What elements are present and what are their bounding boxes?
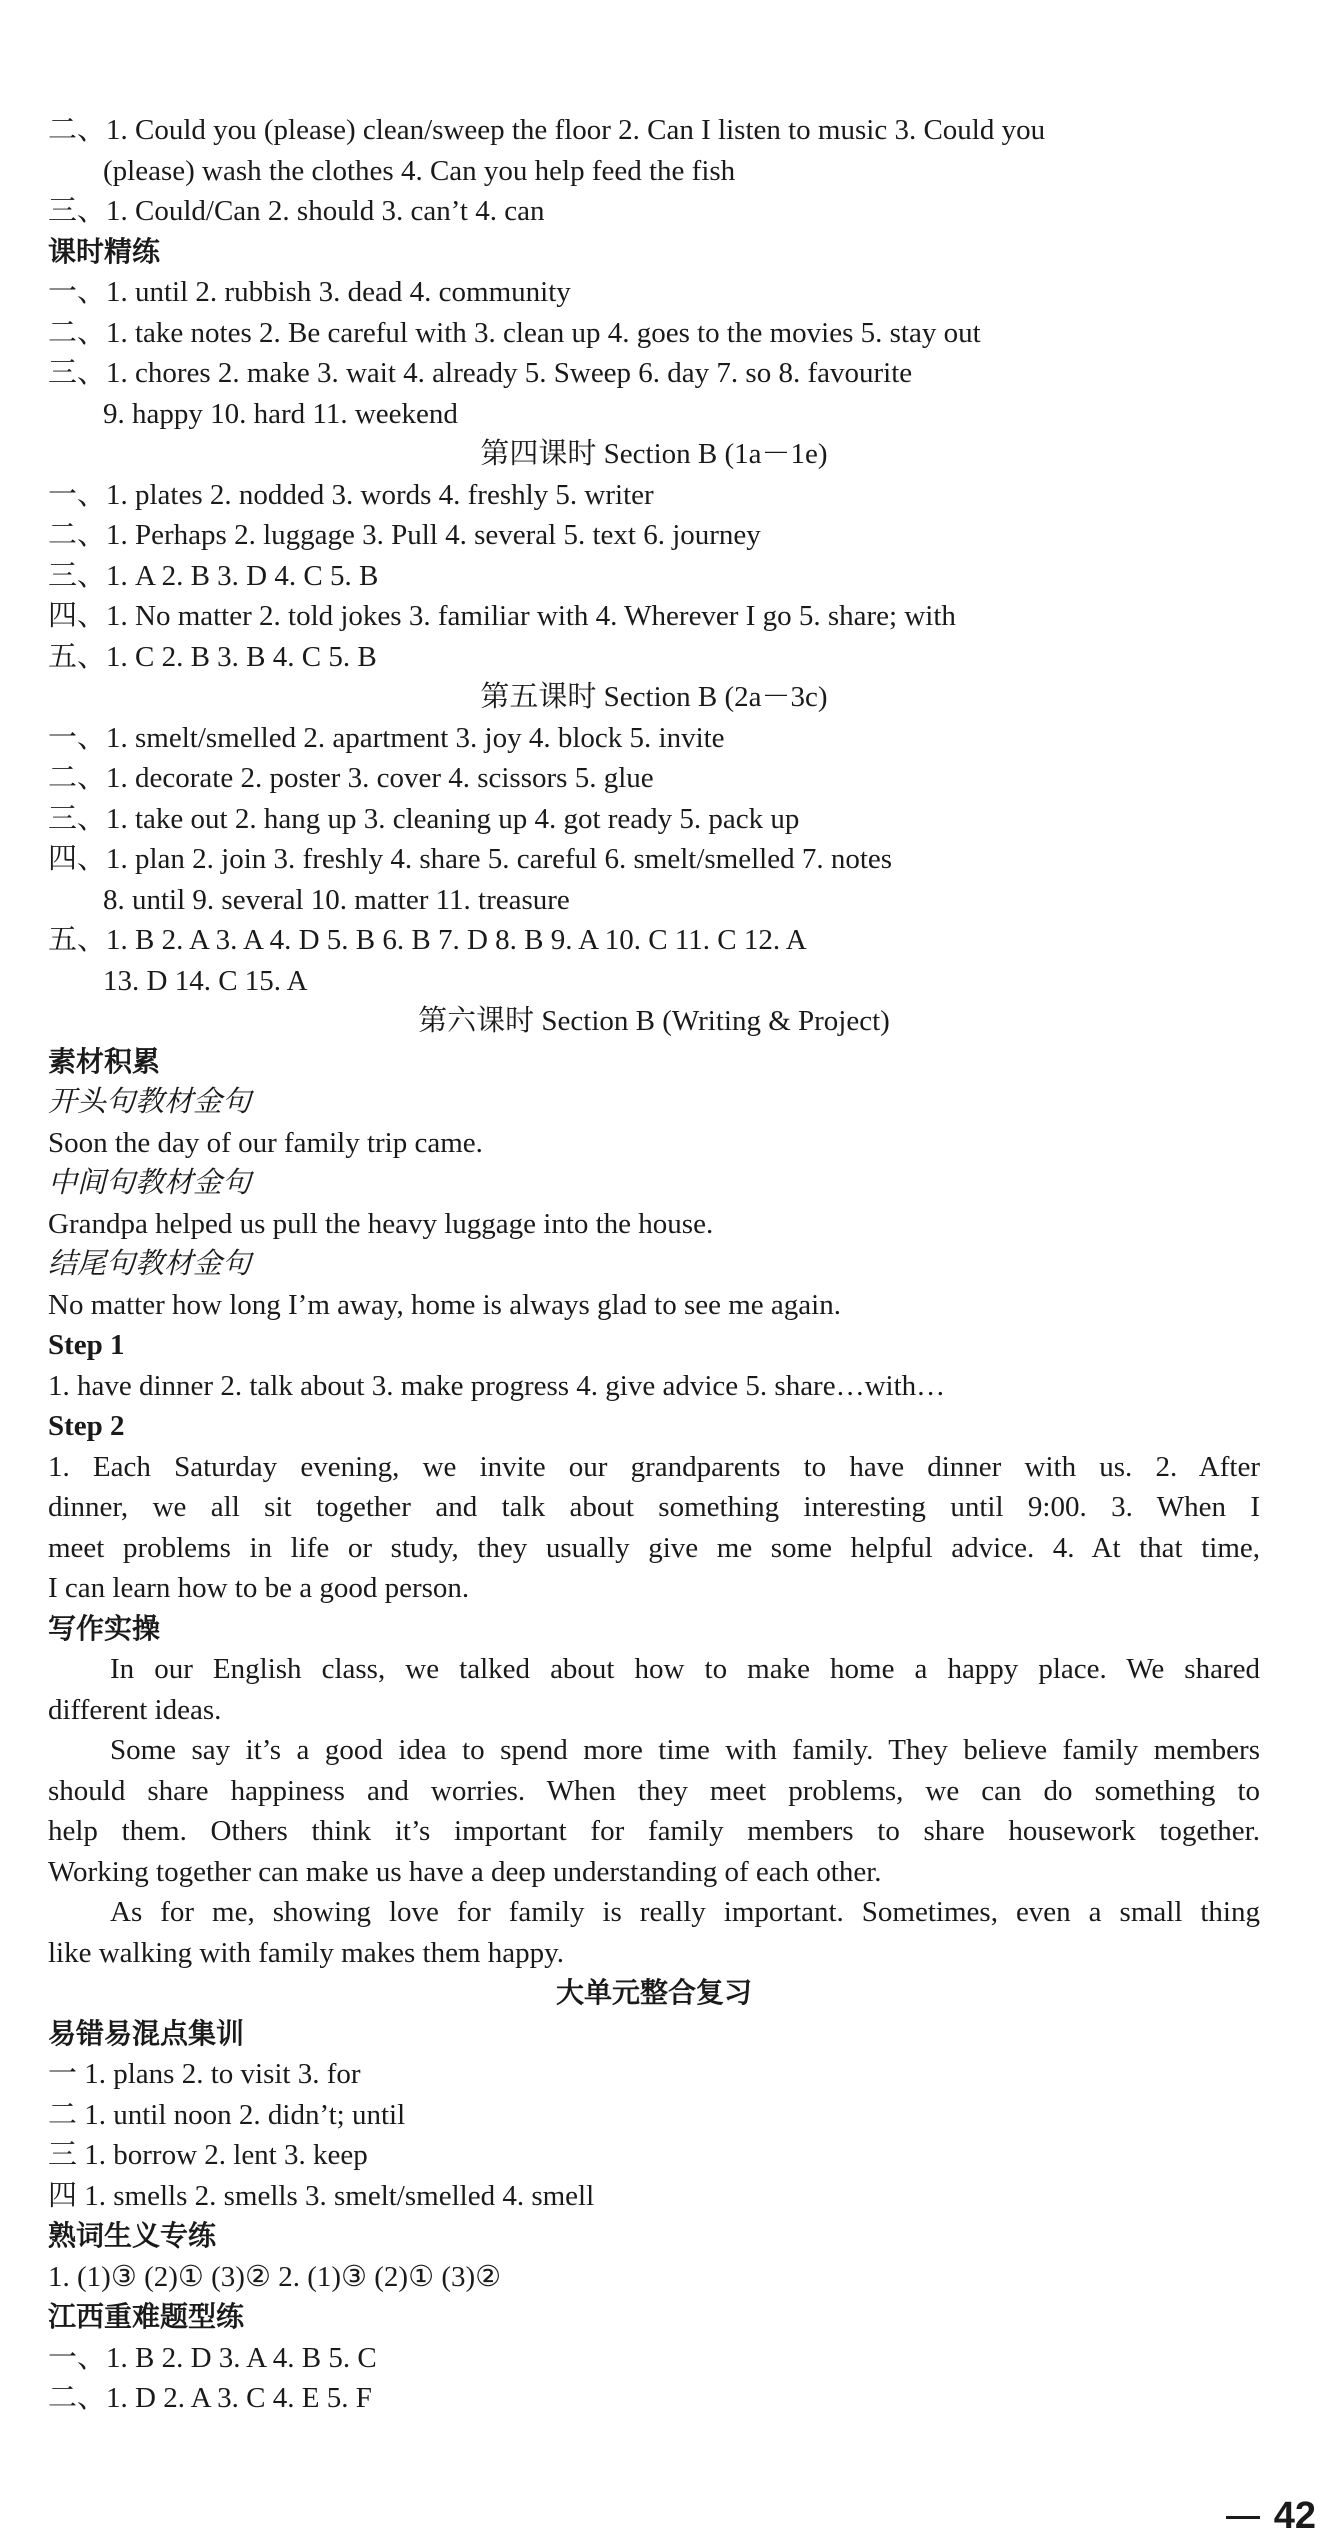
text-line: 三、1. chores 2. make 3. wait 4. already 5. Sweep 6. day 7. so 8. favourite — [48, 357, 913, 389]
text-line: Some say it’s a good idea to spend more time with family. They believe family members — [110, 1734, 1260, 1766]
text-line: 三、1. Could/Can 2. should 3. can’t 4. can — [48, 195, 545, 227]
text-line: 一、1. smelt/smelled 2. apartment 3. joy 4. block 5. invite — [48, 721, 725, 754]
text-line: Soon the day of our family trip came. — [48, 1126, 483, 1159]
text-line: 课时精练 — [48, 234, 161, 268]
page-number-value: 42 — [1273, 2495, 1316, 2537]
text-line: 二、1. decorate 2. poster 3. cover 4. scissors 5. glue — [48, 762, 654, 794]
text-line: Step 2 — [48, 1410, 125, 1442]
text-line: 五、1. C 2. B 3. B 4. C 5. B — [48, 640, 377, 673]
text-line: No matter how long I’m away, home is always glad to see me again. — [48, 1288, 841, 1321]
text-line: 熟词生义专练 — [48, 2219, 217, 2252]
text-line: should share happiness and worries. When they meet problems, we can do something to — [48, 1774, 1260, 1807]
text-line: 一、1. until 2. rubbish 3. dead 4. community — [48, 276, 571, 308]
text-line: 8. until 9. several 10. matter 11. treasure — [103, 883, 570, 916]
text-line: 四 1. smells 2. smells 3. smelt/smelled 4. smell — [48, 2179, 595, 2212]
text-line: 江西重难题型练 — [48, 2300, 245, 2333]
text-line: 一、1. plates 2. nodded 3. words 4. freshly 5. writer — [48, 478, 654, 511]
text-line: 素材积累 — [48, 1044, 161, 1078]
text-line: 第五课时 Section B (2a－3c) — [480, 681, 828, 713]
text-line: 中间句教材金句 — [48, 1167, 252, 1199]
page-number — [1226, 2495, 1316, 2538]
text-line: 易错易混点集训 — [48, 2016, 245, 2050]
answer-key-page — [48, 110, 1260, 2419]
text-line: 1. Each Saturday evening, we invite our grandparents to have dinner with us. 2. After — [48, 1450, 1260, 1483]
text-line: 五、1. B 2. A 3. A 4. D 5. B 6. B 7. D 8. B 9. A 10. C 11. C 12. A — [48, 924, 807, 956]
text-line: 二、1. D 2. A 3. C 4. E 5. F — [48, 2382, 372, 2414]
text-line: 三、1. take out 2. hang up 3. cleaning up 4. got ready 5. pack up — [48, 802, 800, 835]
text-line: 开头句教材金句 — [48, 1086, 252, 1118]
text-line: 二、1. take notes 2. Be careful with 3. clean up 4. goes to the movies 5. stay out — [48, 316, 981, 349]
text-line: 二 1. until noon 2. didn’t; until — [48, 2098, 406, 2131]
text-line: 结尾句教材金句 — [48, 1248, 252, 1280]
text-line: 9. happy 10. hard 11. weekend — [103, 397, 458, 430]
text-line: 第四课时 Section B (1a－1e) — [480, 438, 828, 470]
text-line: help them. Others think it’s important for family members to share housework together. — [48, 1815, 1260, 1847]
text-line: 1. (1)③ (2)① (3)② 2. (1)③ (2)① (3)② — [48, 2260, 502, 2293]
text-line: I can learn how to be a good person. — [48, 1572, 470, 1604]
text-line: different ideas. — [48, 1693, 222, 1726]
text-line: like walking with family makes them happy. — [48, 1936, 564, 1969]
text-line: 一 1. plans 2. to visit 3. for — [48, 2058, 361, 2090]
text-line: In our English class, we talked about how to make home a happy place. We shared — [110, 1653, 1260, 1685]
text-line: 一、1. B 2. D 3. A 4. B 5. C — [48, 2341, 377, 2374]
text-line: 第六课时 Section B (Writing & Project) — [418, 1005, 890, 1037]
text-line: Step 1 — [48, 1329, 125, 1361]
text-line: 三 1. borrow 2. lent 3. keep — [48, 2139, 368, 2171]
text-line: 写作实操 — [48, 1611, 161, 1645]
text-line: Grandpa helped us pull the heavy luggage into the house. — [48, 1207, 714, 1240]
text-line: 三、1. A 2. B 3. D 4. C 5. B — [48, 559, 379, 592]
text-line: 1. have dinner 2. talk about 3. make progress 4. give advice 5. share…with… — [48, 1369, 946, 1402]
text-line: (please) wash the clothes 4. Can you help feed the fish — [103, 154, 736, 187]
text-line: 大单元整合复习 — [555, 1976, 752, 2009]
page-number-dash — [1226, 2516, 1260, 2519]
text-line: Working together can make us have a deep understanding of each other. — [48, 1855, 882, 1888]
text-line: 四、1. No matter 2. told jokes 3. familiar with 4. Wherever I go 5. share; with — [48, 600, 956, 632]
text-line: dinner, we all sit together and talk about something interesting until 9:00. 3. When I — [48, 1491, 1260, 1523]
text-line: 二、1. Perhaps 2. luggage 3. Pull 4. several 5. text 6. journey — [48, 519, 761, 551]
text-line: meet problems in life or study, they usually give me some helpful advice. 4. At that time, — [48, 1531, 1260, 1564]
text-line: 13. D 14. C 15. A — [103, 964, 308, 997]
text-line: As for me, showing love for family is really important. Sometimes, even a small thing — [110, 1896, 1260, 1928]
text-line: 二、1. Could you (please) clean/sweep the floor 2. Can I listen to music 3. Could you — [48, 114, 1046, 146]
text-line: 四、1. plan 2. join 3. freshly 4. share 5. careful 6. smelt/smelled 7. notes — [48, 843, 893, 875]
